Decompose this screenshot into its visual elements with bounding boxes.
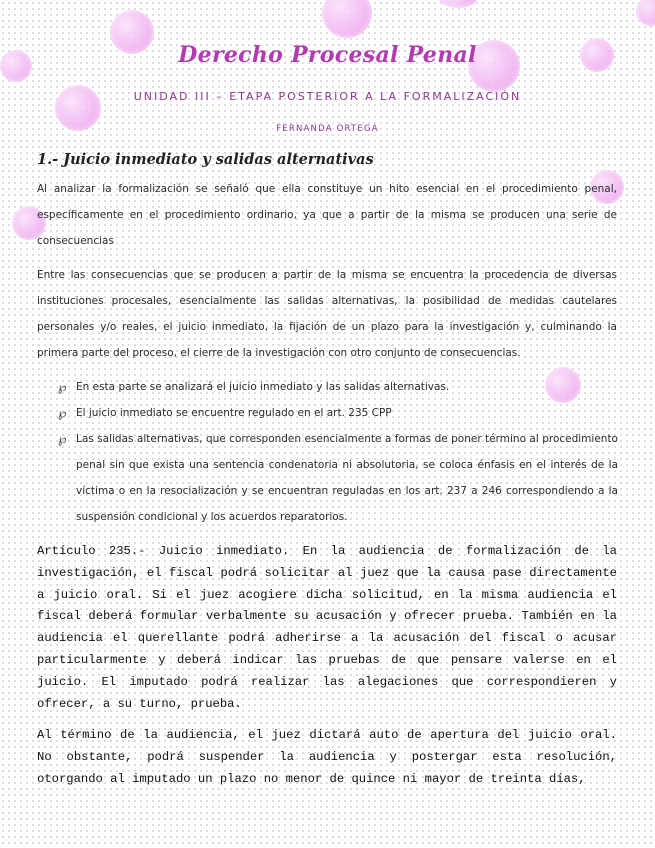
unit-subtitle: UNIDAD III – ETAPA POSTERIOR A LA FORMALIZACIÓN [133, 90, 522, 103]
list-item [58, 374, 618, 400]
list-item-text: El juicio inmediato se encuentre regulado en el art. 235 CPP [76, 407, 392, 419]
article-235-paragraph-2: Al término de la audiencia, el juez dictará auto de apertura del juicio oral. No obstante, podrá suspender la audiencia y postergar esta resolución, otorgando al imputado un plazo no menor de quince ni mayor de treinta días, [37, 728, 617, 786]
intro-paragraph-1: Al analizar la formalización se señaló que ella constituye un hito esencial en el procedimiento penal, específicamente en el procedimiento ordinario, ya que a partir de la misma se producen una serie de consecuencias [37, 183, 617, 247]
author-name: FERNANDA ORTEGA [276, 124, 379, 134]
flourish-bullet-icon: ℘ [58, 406, 67, 420]
list-item [58, 400, 618, 426]
section-heading: 1.- Juicio inmediato y salidas alternativas [37, 151, 374, 168]
list-item [58, 426, 618, 530]
intro-paragraph-2: Entre las consecuencias que se producen a partir de la misma se encuentra la procedencia de diversas instituciones procesales, esencialmente las salidas alternativas, la posibilidad de medidas cautelares personales y/o reales, el juicio inmediato, la fijación de un plazo para la investigación y, culminando la primera parte del proceso, el cierre de la investigación con otro conjunto de consecuencias. [37, 269, 617, 359]
flourish-bullet-icon: ℘ [58, 380, 67, 394]
flourish-bullet-icon: ℘ [58, 432, 67, 446]
bullet-list [58, 374, 618, 530]
list-item-text: En esta parte se analizará el juicio inmediato y las salidas alternativas. [76, 381, 450, 393]
article-235-paragraph: Artículo 235.- Juicio inmediato. En la audiencia de formalización de la investigación, el fiscal podrá solicitar al juez que la causa pase directamente a juicio oral. Si el juez acogiere dicha solicitud, en la misma audiencia el fiscal deberá formular verbalmente su acusación y ofrecer prueba. También en la audiencia el querellante podrá adherirse a la acusación del fiscal o acusar particularmente y deberá indicar las pruebas de que pensare valerse en el juicio. El imputado podrá realizar las alegaciones que correspondieren y ofrecer, a su turno, prueba. [37, 544, 617, 711]
list-item-text: Las salidas alternativas, que corresponden esencialmente a formas de poner término al procedimiento penal sin que exista una sentencia condenatoria ni absolutoria, se coloca énfasis en el interés de la víctima o en la resocialización y se encuentran reguladas en los art. 237 a 246 correspondiendo a la suspensión condicional y los acuerdos reparatorios. [76, 433, 618, 523]
document-title: Derecho Procesal Penal [178, 42, 477, 68]
